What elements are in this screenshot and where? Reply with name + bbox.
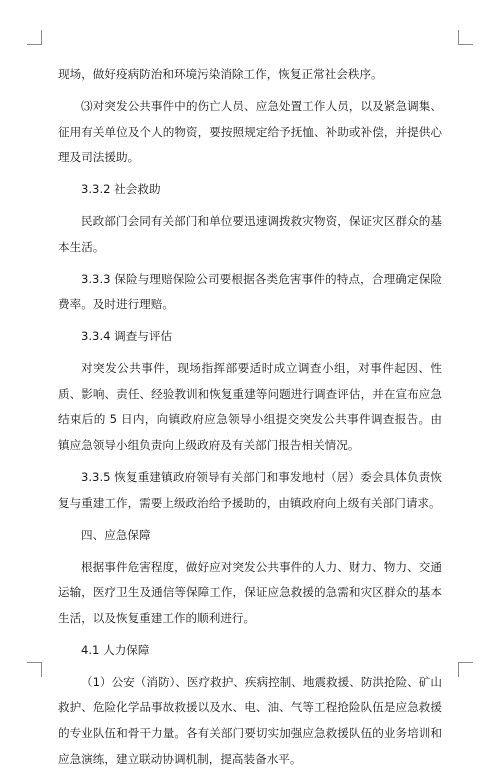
paragraph-insurance: 3.3.3 保险与理赔保险公司要根据各类危害事件的特点，合理确定保险费率。及时进行理赔。 <box>58 271 442 312</box>
crop-mark-bottom-right <box>458 662 473 677</box>
paragraph-human-resources: （1）公安（消防）、医疗救护、疾病控制、地震救援、防洪抢险、矿山救护、危险化学品事故救援以及水、电、油、气等工程抢险队伍是应急救援的专业队伍和骨干力量。各有关部门要切实加强应急救援队伍的业务培训和应急演练，建立联动协调机制，提高装备水平。 <box>58 674 442 766</box>
paragraph-emergency-support: 根据事件危害程度，做好应对突发公共事件的人力、财力、物力、交通运输，医疗卫生及通信等保障工作，保证应急救援的急需和灾区群众的基本生活，以及恢复重建工作的顺利进行。 <box>58 559 442 625</box>
heading-human-resources: 4.1 人力保障 <box>81 642 150 657</box>
heading-social-relief: 3.3.2 社会救助 <box>81 182 161 197</box>
heading-emergency-support: 四、应急保障 <box>81 527 151 542</box>
paragraph-continuation: 现场，做好疫病防治和环境污染消除工作，恢复正常社会秩序。 <box>58 67 383 81</box>
paragraph-investigation: 对突发公共事件，现场指挥部要适时成立调查小组，对事件起因、性质、影响、责任、经验教训和恢复重建等问题进行调查评估，并在宣布应急结束后的 5 日内，向镇政府应急领导小组提交突发公共事件调查报告。由镇应急领导小组负责向上级政府及有关部门报告相关情况。 <box>58 361 442 453</box>
crop-mark-top-left <box>27 30 42 45</box>
heading-investigation: 3.3.4 调查与评估 <box>81 329 173 344</box>
document-body <box>58 62 442 779</box>
crop-mark-bottom-left <box>27 662 42 677</box>
paragraph-social-relief: 民政部门会同有关部门和单位要迅速调拨救灾物资，保证灾区群众的基本生活。 <box>58 214 442 254</box>
paragraph-reconstruction: 3.3.5 恢复重建镇政府领导有关部门和事发地村（居）委会具体负责恢复与重建工作，需要上级政治给予援助的，由镇政府向上级有关部门请求。 <box>58 470 442 510</box>
crop-mark-top-right <box>458 30 473 45</box>
paragraph-compensation: ⑶对突发公共事件中的伤亡人员、应急处置工作人员，以及紧急调集、征用有关单位及个人的物资，要按照规定给予抚恤、补助或补偿，并提供心理及司法援助。 <box>58 98 442 165</box>
